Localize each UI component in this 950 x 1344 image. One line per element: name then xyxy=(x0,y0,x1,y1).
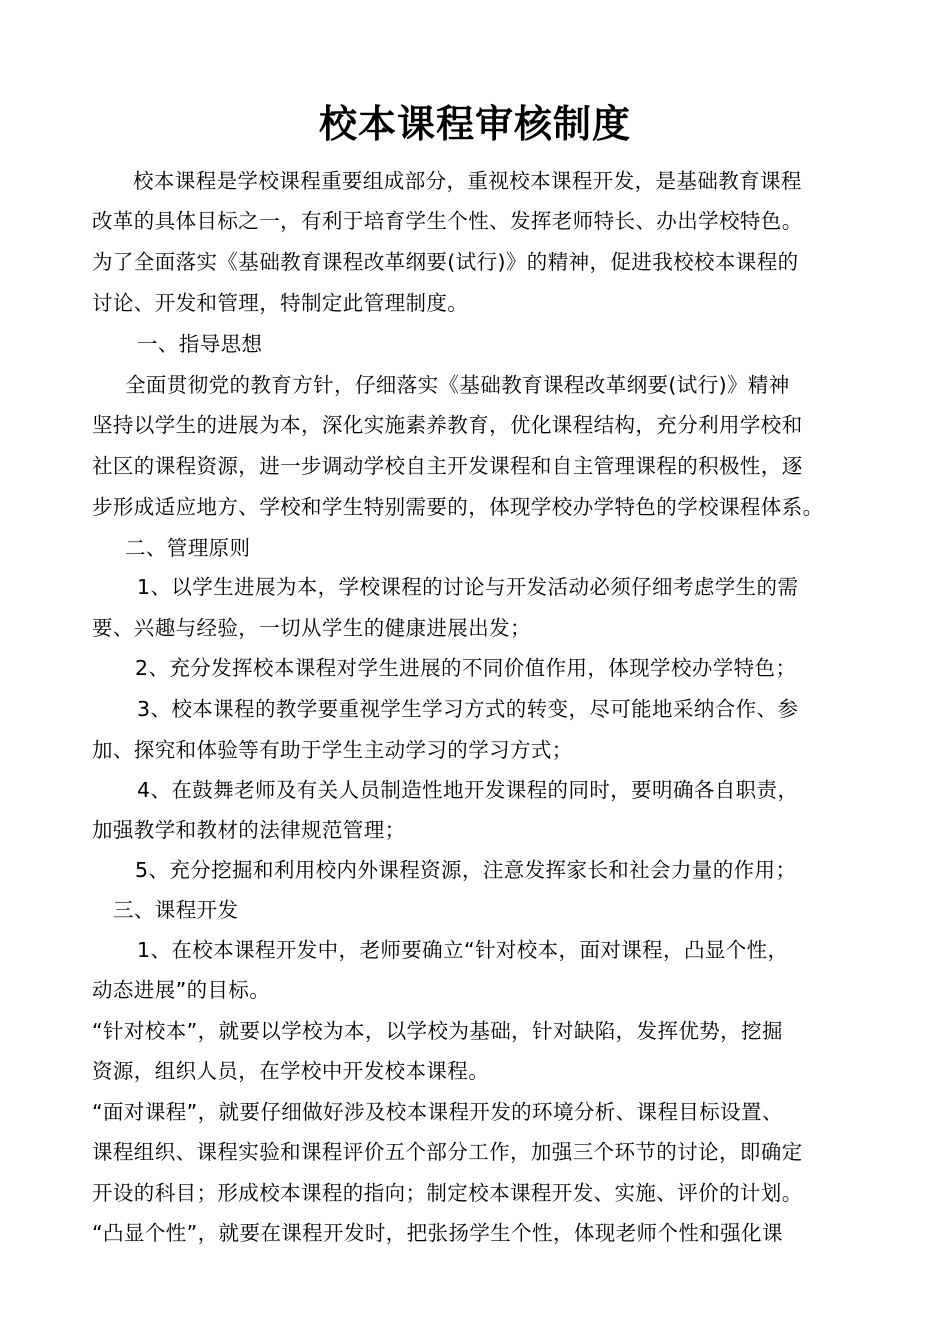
text-line: 5、充分挖掘和利用校内外课程资源，注意发挥家长和社会力量的作用； xyxy=(135,858,797,882)
text-line: 要、兴趣与经验，一切从学生的健康进展出发； xyxy=(92,616,531,640)
text-line: 加强教学和教材的法律规范管理； xyxy=(92,818,406,842)
text-line: 开设的科目；形成校本课程的指向；制定校本课程开发、实施、评价的计划。 xyxy=(92,1181,803,1205)
text-line: 3、校本课程的教学要重视学生学习方式的转变，尽可能地采纳合作、参 xyxy=(137,697,799,721)
text-line: 改革的具体目标之一，有利于培育学生个性、发挥老师特长、办出学校特色。 xyxy=(92,209,803,233)
text-line: 坚持以学生的进展为本，深化实施素养教育，优化课程结构，充分利用学校和 xyxy=(92,413,803,437)
text-line: 讨论、开发和管理，特制定此管理制度。 xyxy=(92,291,469,315)
text-line: “针对校本”，就要以学校为本，以学校为基础，针对缺陷，发挥优势，挖掘 xyxy=(92,1019,783,1043)
text-line: 4、在鼓舞老师及有关人员制造性地开发课程的同时，要明确各自职责， xyxy=(137,778,799,802)
text-line: 课程组织、课程实验和课程评价五个部分工作，加强三个环节的讨论，即确定 xyxy=(92,1140,803,1164)
text-line: 加、探究和体验等有助于学生主动学习的学习方式； xyxy=(92,738,573,762)
text-line: 1、以学生进展为本，学校课程的讨论与开发活动必须仔细考虑学生的需 xyxy=(137,575,799,599)
section-heading: 三、课程开发 xyxy=(113,898,239,922)
text-line: 2、充分发挥校本课程对学生进展的不同价值作用，体现学校办学特色； xyxy=(135,656,797,680)
text-line: 动态进展”的目标。 xyxy=(92,978,271,1002)
section-heading: 二、管理原则 xyxy=(125,536,251,560)
text-line: 1、在校本课程开发中，老师要确立“针对校本，面对课程，凸显个性， xyxy=(137,938,789,962)
text-line: “面对课程”，就要仔细做好涉及校本课程开发的环境分析、课程目标设置、 xyxy=(92,1100,783,1124)
text-line: 为了全面落实《基础教育课程改革纲要(试行)》的精神，促进我校校本课程的 xyxy=(92,250,799,274)
text-line: 全面贯彻党的教育方针，仔细落实《基础教育课程改革纲要(试行)》精神 xyxy=(125,373,790,397)
text-line: “凸显个性”，就要在课程开发时，把张扬学生个性，体现老师个性和强化课 xyxy=(92,1221,783,1245)
text-line: 资源，组织人员，在学校中开发校本课程。 xyxy=(92,1059,490,1083)
text-line: 步形成适应地方、学校和学生特别需要的，体现学校办学特色的学校课程体系。 xyxy=(92,495,824,519)
text-line: 校本课程是学校课程重要组成部分，重视校本课程开发，是基础教育课程 xyxy=(133,169,802,193)
text-line: 社区的课程资源，进一步调动学校自主开发课程和自主管理课程的积极性，逐 xyxy=(92,454,803,478)
page-title: 校本课程审核制度 xyxy=(318,102,631,146)
section-heading: 一、指导思想 xyxy=(137,332,263,356)
